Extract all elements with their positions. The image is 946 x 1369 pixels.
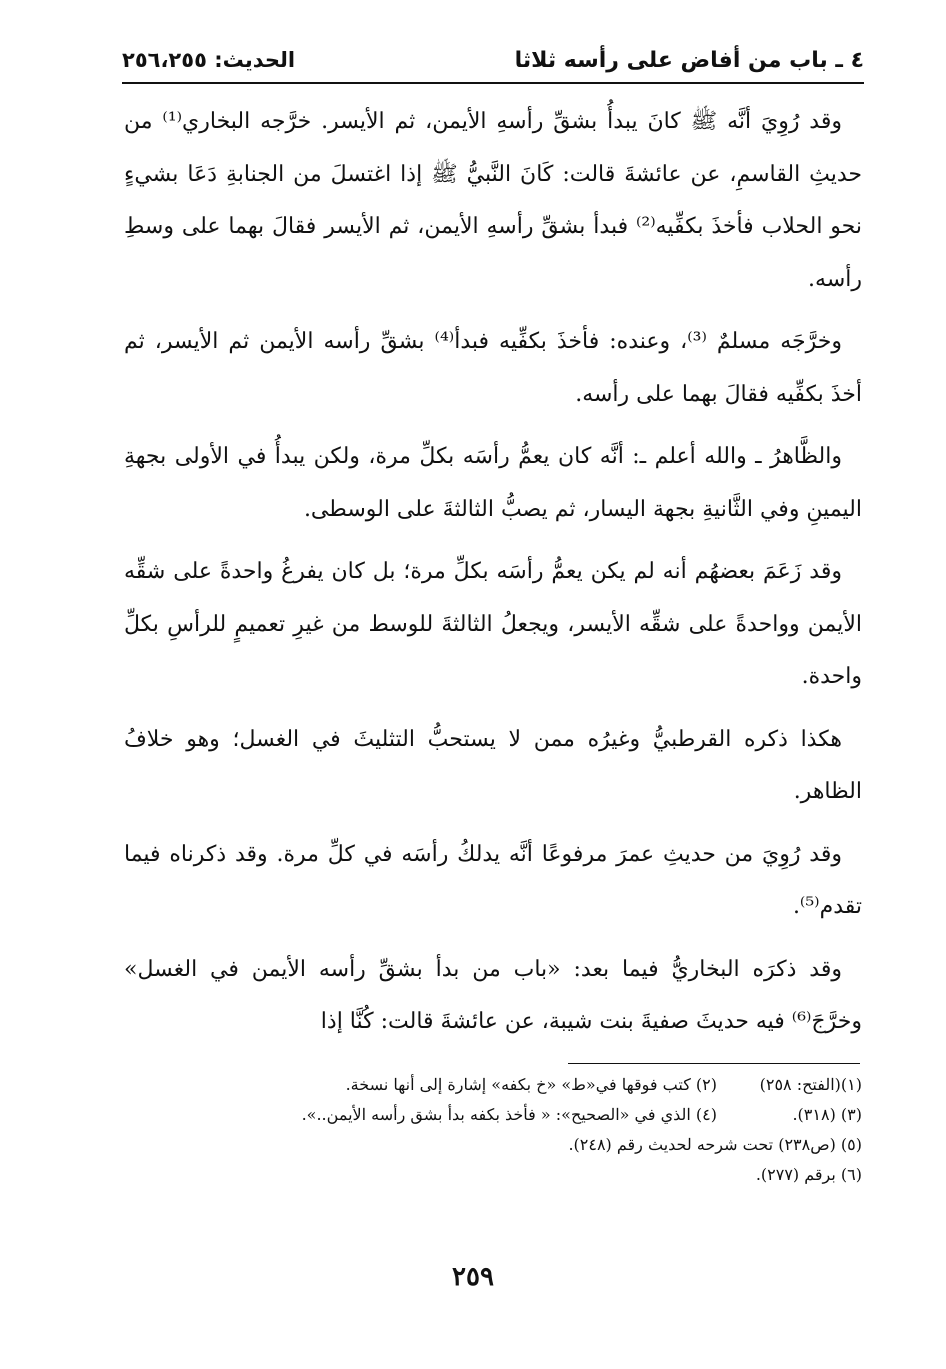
paragraph: وخرَّجَه مسلمٌ ⁽³⁾، وعنده: فأخذَ بكفِّيه فبدأ⁽⁴⁾ بشقِّ رأسه الأيمن ثم الأيسر، ثم أخذَ بكفِّيه فقالَ بهما على رأسه.	[124, 329, 862, 407]
header-divider	[122, 82, 864, 84]
paragraph: هكذا ذكره القرطبيُّ وغيرُه ممن لا يستحبُّ التثليثَ في الغسل؛ وهو خلافُ الظاهر.	[124, 726, 862, 804]
footnote-row	[124, 1130, 862, 1160]
footnote-row	[124, 1160, 862, 1190]
footnote: (٦) برقم (٢٧٧).	[755, 1165, 862, 1184]
paragraph: والظَّاهرُ ـ والله أعلم ـ: أنَّه كان يعمُّ رأسَه بكلِّ مرة، ولكن يبدأُ في الأولى بجهةِ اليمينِ وفي الثَّانيةِ بجهة اليسار، ثم يصبُّ الثالثةَ على الوسطى.	[124, 444, 862, 522]
main-text	[124, 96, 862, 1059]
paragraph: وقد رُوِيَ أنَّه ﷺ كانَ يبدأُ بشقِّ رأسهِ الأيمن، ثم الأيسر. خرَّجه البخاري⁽¹⁾ من حديثِ القاسمِ، عن عائشةَ قالت: كَانَ النَّبيُّ ﷺ إذا اغتسلَ من الجنابةِ دَعَا بشيءٍ نحو الحلاب فأخذَ بكفِّيه⁽²⁾ فبدأ بشقِّ رأسهِ الأيمن، ثم الأيسر فقالَ بهما على وسطِ رأسه.	[124, 109, 862, 292]
page-number: ٢٥٩	[452, 1262, 494, 1292]
hadith-reference: الحديث: ٢٥٦،٢٥٥	[122, 48, 296, 72]
paragraph: وقد ذكرَه البخاريُّ فيما بعد: «باب من بدأ بشقِّ رأسه الأيمن في الغسل» وخرَّجَ⁽⁶⁾ فيه حديثَ صفيةَ بنت شيبة، عن عائشةَ قالت: كُنَّا إذا	[124, 956, 862, 1034]
footnotes	[124, 1070, 862, 1190]
footnote: (٢) كتب فوقها في«ط» «خ بكفه» إشارة إلى أنها نسخة.	[345, 1075, 717, 1094]
footnote: (٤) الذي في «الصحيح»: « فأخذ بكفه بدأ بشق رأسه الأيمن..».	[301, 1105, 717, 1124]
paragraph: وقد زَعَمَ بعضهُم أنه لم يكن يعمُّ رأسَه بكلِّ مرة؛ بل كان يفرغُ واحدةً على شقِّه الأيمن وواحدةً على شقِّه الأيسر، ويجعلُ الثالثةَ للوسط من غيرِ تعميمٍ للرأسِ بكلِّ واحدة.	[124, 559, 862, 689]
footnote: (٥) (ص٢٣٨) تحت شرحه لحديث رقم (٢٤٨).	[568, 1135, 862, 1154]
footnote-row	[124, 1100, 862, 1130]
paragraph: وقد رُوِيَ من حديثِ عمرَ مرفوعًا أنَّه يدلكُ رأسَه في كلِّ مرة. وقد ذكرناه فيما تقدم⁽⁵⁾.	[124, 841, 862, 919]
footnote-divider	[568, 1063, 860, 1064]
chapter-title: ٤ ـ باب من أفاض على رأسه ثلاثا	[514, 47, 864, 73]
footnote-row	[124, 1070, 862, 1100]
footnote: (١)(الفتح: ٢٥٨)	[759, 1075, 862, 1094]
running-header	[122, 42, 864, 78]
footnote: (٣) (٣١٨).	[792, 1105, 862, 1124]
